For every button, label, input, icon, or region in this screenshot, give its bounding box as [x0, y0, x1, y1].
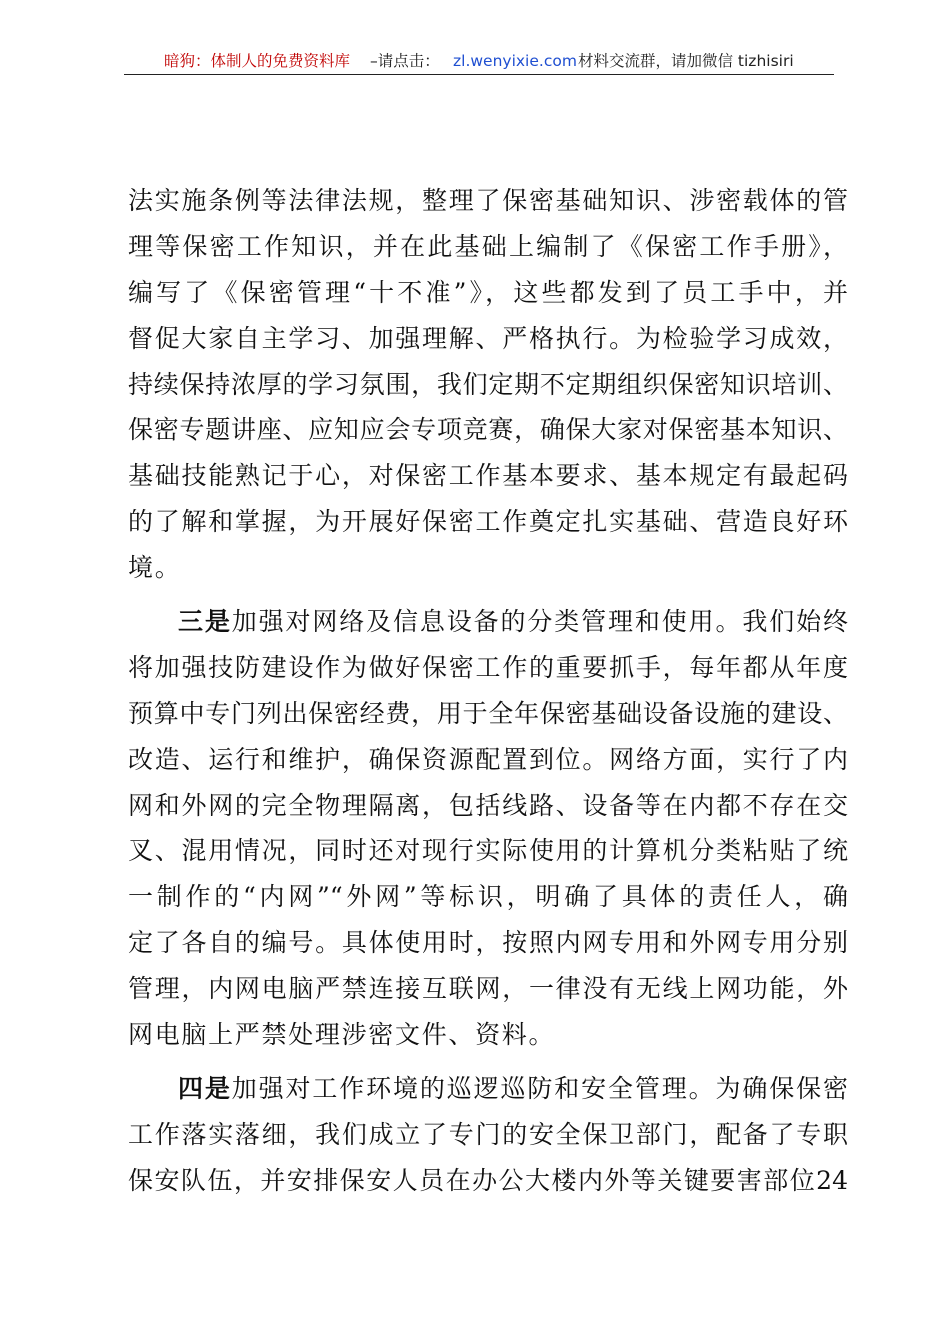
text-line: 一制作的“内网”“外网”等标识，明确了具体的责任人，确 — [128, 882, 848, 912]
header-url-link[interactable]: zl.wenyixie.com — [453, 52, 577, 70]
header-divider — [124, 74, 834, 75]
header-site-name: 暗狗：体制人的免费资料库 — [164, 52, 351, 70]
paragraph-lead: 三是 — [178, 607, 232, 637]
text-line: 理等保密工作知识，并在此基础上编制了《保密工作手册》， — [128, 231, 848, 261]
text-line: 基础技能熟记于心，对保密工作基本要求、基本规定有最起码 — [128, 461, 848, 491]
paragraph-3 — [128, 1066, 848, 1204]
text-line: 四是加强对工作环境的巡逻巡防和安全管理。为确保保密 — [178, 1073, 848, 1103]
text-line: 叉、混用情况，同时还对现行实际使用的计算机分类粘贴了统 — [128, 836, 848, 866]
text-line: 管理，内网电脑严禁连接互联网，一律没有无线上网功能，外 — [128, 974, 848, 1004]
page-header — [0, 49, 950, 73]
text-line: 工作落实落细，我们成立了专门的安全保卫部门，配备了专职 — [128, 1119, 848, 1149]
text-line: 网和外网的完全物理隔离，包括线路、设备等在内都不存在交 — [128, 790, 848, 820]
text-line: 保密专题讲座、应知应会专项竞赛，确保大家对保密基本知识、 — [128, 415, 848, 445]
text-line: 网电脑上严禁处理涉密文件、资料。 — [128, 1020, 556, 1050]
document-body — [128, 178, 848, 1204]
text-line: 境。 — [128, 553, 182, 583]
paragraph-lead: 四是 — [178, 1073, 232, 1103]
text-line: 的了解和掌握，为开展好保密工作奠定扎实基础、营造良好环 — [128, 507, 848, 537]
text-line: 保安队伍，并安排保安人员在办公大楼内外等关键要害部位24 — [128, 1165, 848, 1195]
text-line: 三是加强对网络及信息设备的分类管理和使用。我们始终 — [178, 607, 848, 637]
text-line: 预算中专门列出保密经费，用于全年保密基础设备设施的建设、 — [128, 698, 848, 728]
text-line: 改造、运行和维护，确保资源配置到位。网络方面，实行了内 — [128, 744, 848, 774]
header-click-prompt: –请点击： — [370, 52, 440, 70]
text-line: 编写了《保密管理“十不准”》，这些都发到了员工手中，并 — [128, 277, 848, 307]
text-line: 定了各自的编号。具体使用时，按照内网专用和外网专用分别 — [128, 928, 848, 958]
text-line: 将加强技防建设作为做好保密工作的重要抓手，每年都从年度 — [128, 652, 848, 682]
text-line: 持续保持浓厚的学习氛围，我们定期不定期组织保密知识培训、 — [128, 369, 848, 399]
header-wechat-note: 材料交流群，请加微信 tizhisiri — [578, 52, 794, 70]
text-line: 法实施条例等法律法规，整理了保密基础知识、涉密载体的管 — [128, 186, 848, 215]
text-line: 督促大家自主学习、加强理解、严格执行。为检验学习成效， — [128, 323, 848, 353]
paragraph-2 — [128, 599, 848, 1058]
paragraph-1 — [128, 178, 848, 591]
